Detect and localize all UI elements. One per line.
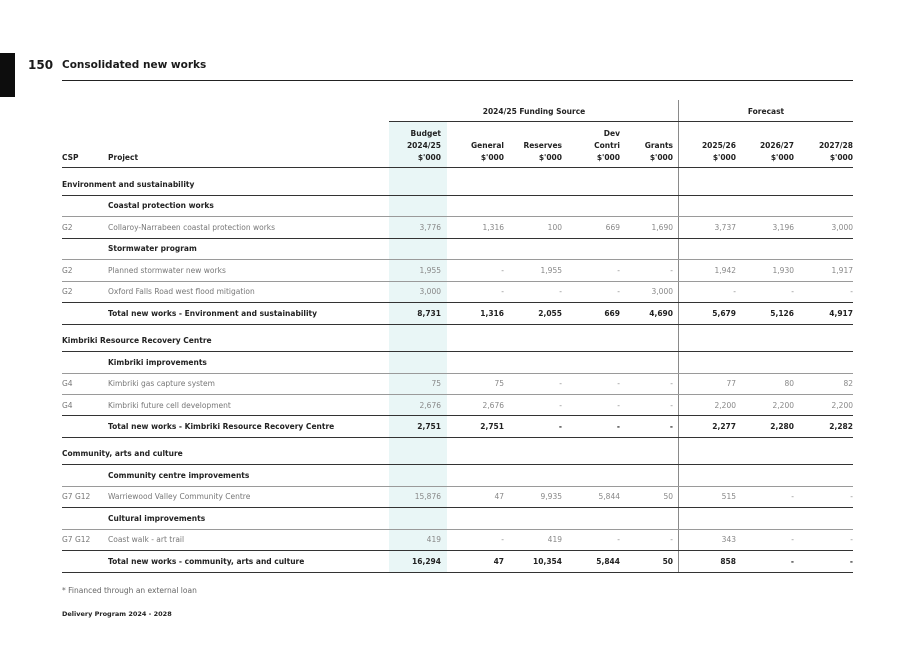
value-dev-contri: 5,844 (598, 492, 620, 502)
value-2026-27: 2,200 (772, 400, 794, 410)
subsection-title: Kimbriki improvements (108, 357, 207, 367)
value-dev-contri: 5,844 (596, 556, 620, 566)
value-reserves: - (559, 379, 562, 389)
value-2025-26: 77 (726, 379, 736, 389)
value-2027-28: - (850, 535, 853, 545)
value-grants: 1,690 (651, 222, 673, 232)
value-2025-26: 343 (721, 535, 736, 545)
value-general: 2,751 (480, 421, 504, 431)
value-general: - (501, 265, 504, 275)
value-budget: 75 (431, 379, 441, 389)
value-2026-27: 1,930 (772, 265, 794, 275)
value-reserves: 9,935 (540, 492, 562, 502)
group-header-forecast: Forecast (747, 107, 785, 116)
section-title: Kimbriki Resource Recovery Centre (62, 336, 212, 346)
section-title: Community, arts and culture (62, 449, 183, 459)
value-dev-contri: - (616, 421, 620, 431)
table-row (62, 217, 853, 238)
section-title: Environment and sustainability (62, 180, 195, 189)
value-2025-26: 2,277 (712, 421, 736, 431)
value-2026-27: 5,126 (770, 308, 794, 318)
project-name: Kimbriki gas capture system (108, 379, 215, 389)
subsection-header-row (62, 465, 853, 486)
section-header-row (62, 443, 853, 464)
group-header-rule (389, 121, 853, 122)
value-2026-27: 80 (784, 379, 794, 389)
value-budget: 8,731 (417, 308, 441, 318)
subsection-title: Cultural improvements (108, 513, 206, 523)
csp-code: G2 (62, 265, 73, 275)
value-reserves: - (558, 421, 562, 431)
col-header-grants: Grants $'000 (644, 141, 673, 162)
value-general: 1,316 (480, 308, 504, 318)
value-dev-contri: - (617, 379, 620, 389)
csp-code: G4 (62, 400, 73, 410)
value-general: 2,676 (482, 400, 504, 410)
col-header-2027-28: 2027/28 $'000 (818, 141, 853, 162)
table-row (62, 281, 853, 302)
total-row (62, 551, 853, 572)
page-title: Consolidated new works (62, 59, 207, 71)
value-2027-28: 2,200 (831, 400, 853, 410)
csp-code: G7 G12 (62, 535, 91, 545)
value-reserves: - (559, 400, 562, 410)
page-number: 150 (28, 58, 54, 72)
value-2027-28: - (850, 492, 853, 502)
table-row (62, 395, 853, 416)
value-grants: 3,000 (651, 287, 673, 297)
value-budget: 3,776 (419, 222, 441, 232)
col-header-2025-26: 2025/26 $'000 (701, 141, 736, 162)
section-header-row (62, 174, 853, 195)
row-divider (62, 572, 853, 573)
value-general: 1,316 (482, 222, 504, 232)
col-header-general: General $'000 (471, 141, 504, 162)
value-dev-contri: - (617, 535, 620, 545)
value-grants: - (670, 400, 673, 410)
csp-code: G2 (62, 287, 73, 297)
value-grants: 50 (663, 492, 673, 502)
value-2027-28: - (850, 287, 853, 297)
value-general: 47 (493, 556, 504, 566)
value-reserves: 419 (547, 535, 562, 545)
project-name: Oxford Falls Road west flood mitigation (108, 287, 255, 297)
value-2027-28: 3,000 (831, 222, 853, 232)
col-header-2026-27: 2026/27 $'000 (759, 141, 794, 162)
title-rule (62, 80, 853, 81)
section-header-row (62, 330, 853, 351)
value-2026-27: 2,280 (770, 421, 794, 431)
value-grants: - (670, 265, 673, 275)
value-grants: 4,690 (649, 308, 673, 318)
col-header-dev-contri: Dev Contri $'000 (594, 129, 620, 162)
group-header-funding: 2024/25 Funding Source (482, 107, 586, 116)
row-divider (62, 324, 853, 325)
table-row (62, 260, 853, 281)
value-2026-27: - (791, 535, 794, 545)
subsection-header-row (62, 508, 853, 529)
header-rule (62, 167, 853, 168)
subsection-header-row (62, 238, 853, 259)
value-2026-27: - (790, 556, 794, 566)
page-tab-marker (0, 53, 15, 97)
value-general: 47 (494, 492, 504, 502)
value-reserves: 2,055 (538, 308, 562, 318)
value-dev-contri: - (617, 287, 620, 297)
table-row (62, 373, 853, 394)
project-name: Warriewood Valley Community Centre (108, 492, 251, 502)
value-grants: 50 (662, 556, 673, 566)
footnote: * Financed through an external loan (62, 586, 197, 595)
subsection-title: Community centre improvements (108, 470, 250, 480)
value-budget: 2,751 (417, 421, 441, 431)
value-budget: 15,876 (414, 492, 441, 502)
value-reserves: 100 (547, 222, 562, 232)
project-name: Total new works - community, arts and culture (108, 556, 305, 566)
csp-code: G2 (62, 222, 73, 232)
col-header-budget: Budget 2024/25 $'000 (406, 129, 441, 162)
value-2027-28: 4,917 (829, 308, 853, 318)
value-2025-26: 5,679 (712, 308, 736, 318)
value-budget: 3,000 (419, 287, 441, 297)
csp-code: G7 G12 (62, 492, 91, 502)
value-budget: 1,955 (419, 265, 441, 275)
value-2026-27: - (791, 492, 794, 502)
value-2027-28: 2,282 (829, 421, 853, 431)
subsection-header-row (62, 352, 853, 373)
value-2027-28: - (849, 556, 853, 566)
value-dev-contri: 669 (604, 308, 620, 318)
value-reserves: 1,955 (540, 265, 562, 275)
value-2026-27: - (791, 287, 794, 297)
value-general: - (501, 535, 504, 545)
value-2025-26: 1,942 (714, 265, 736, 275)
project-name: Collaroy-Narrabeen coastal protection works (108, 222, 276, 232)
value-2025-26: 515 (721, 492, 736, 502)
value-budget: 2,676 (419, 400, 441, 410)
row-divider (62, 437, 853, 438)
table-row (62, 529, 853, 550)
project-name: Coast walk - art trail (108, 535, 185, 545)
col-header-reserves: Reserves $'000 (523, 141, 562, 162)
value-reserves: 10,354 (533, 556, 562, 566)
value-reserves: - (559, 287, 562, 297)
project-name: Kimbriki future cell development (108, 400, 231, 410)
value-dev-contri: - (617, 265, 620, 275)
value-general: 75 (494, 379, 504, 389)
value-2025-26: 858 (720, 556, 736, 566)
project-name: Total new works - Kimbriki Resource Recovery Centre (108, 421, 335, 431)
col-header-csp: CSP (62, 153, 79, 162)
value-grants: - (670, 379, 673, 389)
value-grants: - (670, 535, 673, 545)
page-footer: Delivery Program 2024 - 2028 (62, 610, 172, 618)
value-2027-28: 1,917 (831, 265, 853, 275)
project-name: Total new works - Environment and sustainability (108, 308, 318, 318)
table-row (62, 486, 853, 507)
value-budget: 419 (426, 535, 441, 545)
subsection-header-row (62, 195, 853, 216)
value-2025-26: - (733, 287, 736, 297)
subsection-title: Stormwater program (108, 244, 197, 254)
value-grants: - (669, 421, 673, 431)
value-budget: 16,294 (412, 556, 441, 566)
value-general: - (501, 287, 504, 297)
col-header-project: Project (108, 153, 139, 162)
value-dev-contri: - (617, 400, 620, 410)
value-dev-contri: 669 (605, 222, 620, 232)
value-2025-26: 2,200 (714, 400, 736, 410)
subsection-title: Coastal protection works (108, 201, 214, 211)
project-name: Planned stormwater new works (108, 265, 226, 275)
value-2026-27: 3,196 (772, 222, 794, 232)
value-2027-28: 82 (843, 379, 853, 389)
value-2025-26: 3,737 (714, 222, 736, 232)
total-row (62, 416, 853, 437)
csp-code: G4 (62, 379, 73, 389)
total-row (62, 303, 853, 324)
